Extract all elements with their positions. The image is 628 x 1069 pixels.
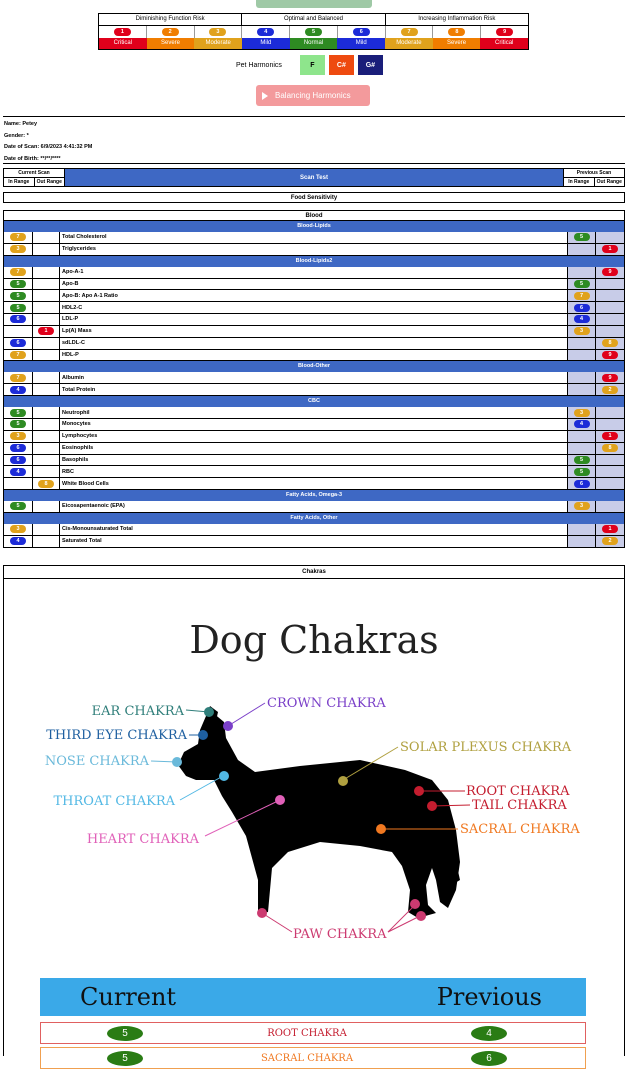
chakra-compare-row	[40, 1047, 586, 1069]
table-row	[3, 350, 625, 362]
score-badge: 3	[10, 432, 26, 440]
score-badge: 5	[10, 292, 26, 300]
previous-out-range-cell	[596, 407, 624, 418]
legend-level-cell	[338, 26, 386, 38]
legend-level-badge: 1	[114, 28, 131, 36]
ear-chakra-label: EAR CHAKRA	[91, 704, 184, 719]
previous-out-range-cell	[596, 524, 624, 535]
current-out-range-cell	[33, 244, 60, 255]
table-row	[3, 326, 625, 338]
legend-level-label: Mild	[337, 38, 385, 49]
current-in-range-cell	[4, 431, 33, 442]
previous-out-range-cell	[596, 350, 624, 361]
legend-level-label: Critical	[480, 38, 528, 49]
score-badge: 1	[38, 327, 54, 335]
root-chakra-dot	[414, 786, 424, 796]
test-name: Lp(A) Mass	[60, 326, 568, 337]
previous-in-range-cell	[568, 302, 596, 313]
score-badge: 3	[10, 525, 26, 533]
previous-out-range-cell	[596, 279, 624, 290]
test-name: White Blood Cells	[60, 478, 568, 489]
test-name: Saturated Total	[60, 536, 568, 547]
current-in-range-cell	[4, 372, 33, 383]
previous-out-range-cell	[596, 244, 624, 255]
test-name: Apo-B	[60, 279, 568, 290]
dog-chakra-diagram	[0, 680, 628, 950]
current-in-range-cell	[4, 478, 33, 489]
score-badge: 3	[10, 245, 26, 253]
score-badge: 1	[602, 432, 618, 440]
test-name: Neutrophil	[60, 407, 568, 418]
table-row	[3, 372, 625, 384]
section-header: Blood-Other	[3, 361, 625, 372]
current-in-range-cell	[4, 302, 33, 313]
legend-group-optimal: Optimal and Balanced	[242, 14, 385, 25]
balancing-harmonics-label: Balancing Harmonics	[275, 91, 351, 100]
current-score-badge: 5	[107, 1051, 143, 1066]
score-badge: 6	[10, 444, 26, 452]
score-badge: 5	[10, 502, 26, 510]
previous-out-range-cell	[596, 372, 624, 383]
current-out-range-cell	[33, 419, 60, 430]
previous-out-range-cell	[596, 384, 624, 395]
legend-level-cell	[242, 26, 290, 38]
score-badge: 5	[10, 304, 26, 312]
current-out-range-cell	[33, 326, 60, 337]
test-name: Cis-Monounsaturated Total	[60, 524, 568, 535]
paw-chakra-dot-right-upper	[410, 899, 420, 909]
legend-level-label: Normal	[290, 38, 338, 49]
score-badge: 7	[10, 374, 26, 382]
current-in-range-cell	[4, 232, 33, 243]
table-row	[3, 536, 625, 548]
current-out-range-cell	[33, 290, 60, 301]
previous-out-range-cell	[596, 431, 624, 442]
score-badge: 2	[602, 537, 618, 545]
previous-in-range-cell	[568, 419, 596, 430]
score-badge: 6	[10, 456, 26, 464]
previous-out-range-cell	[596, 290, 624, 301]
note-c-sharp-button[interactable]: C#	[329, 55, 354, 75]
legend-group-increasing: Increasing Inflammation Risk	[418, 16, 496, 22]
chakra-name: SACRAL CHAKRA	[260, 1052, 354, 1064]
legend-level-label: Moderate	[194, 38, 242, 49]
ear-chakra-dot	[204, 707, 214, 717]
third-eye-chakra-dot	[198, 730, 208, 740]
previous-in-range-cell	[568, 290, 596, 301]
play-icon	[262, 92, 268, 100]
current-in-range-cell	[4, 501, 33, 512]
current-in-range-cell	[4, 407, 33, 418]
table-row	[3, 443, 625, 455]
current-out-range-cell	[33, 455, 60, 466]
current-out-range-cell	[33, 407, 60, 418]
chakra-compare-header	[40, 978, 586, 1016]
test-name: LDL-P	[60, 314, 568, 325]
previous-in-range-cell	[568, 279, 596, 290]
table-row	[3, 455, 625, 467]
previous-in-range-cell	[568, 232, 596, 243]
previous-in-range-cell	[568, 431, 596, 442]
table-row	[3, 244, 625, 256]
test-name: Total Cholesterol	[60, 232, 568, 243]
score-badge: 4	[574, 315, 590, 323]
food-sensitivity-title: Food Sensitivity	[3, 192, 625, 203]
score-badge: 3	[574, 327, 590, 335]
test-name: HDL-P	[60, 350, 568, 361]
heart-chakra-dot	[275, 795, 285, 805]
score-badge: 1	[602, 525, 618, 533]
current-out-range-cell	[33, 350, 60, 361]
solar-plexus-chakra-dot	[338, 776, 348, 786]
previous-out-range-cell	[596, 478, 624, 489]
score-badge: 5	[574, 233, 590, 241]
current-in-range-cell	[4, 466, 33, 477]
paw-chakra-dot-left	[257, 908, 267, 918]
current-in-range-cell	[4, 326, 33, 337]
date-of-birth: Date of Birth: **/**/****	[4, 155, 61, 162]
test-name: Eicosapentaenoic (EPA)	[60, 501, 568, 512]
current-in-range-header: In Range	[4, 178, 35, 187]
score-badge: 7	[10, 268, 26, 276]
test-name: RBC	[60, 466, 568, 477]
score-badge: 4	[10, 468, 26, 476]
score-badge: 5	[10, 409, 26, 417]
patient-info	[3, 116, 625, 164]
score-badge: 5	[574, 456, 590, 464]
legend-level-label: Critical	[99, 38, 147, 49]
previous-in-range-header: In Range	[564, 178, 595, 187]
legend-level-label: Moderate	[385, 38, 433, 49]
test-name: Apo-A-1	[60, 267, 568, 278]
current-scan-header: Current Scan	[4, 169, 64, 178]
previous-out-range-cell	[596, 314, 624, 325]
current-in-range-cell	[4, 384, 33, 395]
score-badge: 5	[574, 280, 590, 288]
score-badge: 6	[10, 315, 26, 323]
current-out-range-cell	[33, 431, 60, 442]
solar-plexus-chakra-label: SOLAR PLEXUS CHAKRA	[400, 740, 572, 755]
previous-out-range-cell	[596, 501, 624, 512]
previous-in-range-cell	[568, 314, 596, 325]
previous-out-range-cell	[596, 419, 624, 430]
score-badge: 8	[602, 339, 618, 347]
previous-out-range-cell	[596, 338, 624, 349]
current-out-range-cell	[33, 384, 60, 395]
current-in-range-cell	[4, 443, 33, 454]
test-name: Albumin	[60, 372, 568, 383]
test-name: Monocytes	[60, 419, 568, 430]
score-badge: 5	[10, 280, 26, 288]
scan-results-table	[3, 168, 625, 548]
table-row	[3, 501, 625, 513]
table-row	[3, 267, 625, 279]
risk-legend	[98, 13, 529, 50]
previous-scan-header: Previous Scan	[564, 169, 624, 178]
current-out-range-cell	[33, 232, 60, 243]
previous-in-range-cell	[568, 372, 596, 383]
score-badge: 4	[10, 537, 26, 545]
previous-in-range-cell	[568, 501, 596, 512]
score-badge: 7	[10, 351, 26, 359]
legend-level-badge: 3	[209, 28, 226, 36]
current-in-range-cell	[4, 290, 33, 301]
paw-chakra-dot-right-lower	[416, 911, 426, 921]
score-badge: 5	[574, 468, 590, 476]
previous-in-range-cell	[568, 338, 596, 349]
previous-in-range-cell	[568, 524, 596, 535]
tail-chakra-label: TAIL CHAKRA	[472, 798, 567, 813]
chakra-compare-row	[40, 1022, 586, 1044]
score-badge: 6	[574, 480, 590, 488]
legend-level-cell	[147, 26, 195, 38]
nose-chakra-dot	[172, 757, 182, 767]
table-row	[3, 419, 625, 431]
score-badge: 9	[602, 351, 618, 359]
score-badge: 4	[10, 386, 26, 394]
legend-level-label: Severe	[433, 38, 481, 49]
current-out-range-cell	[33, 302, 60, 313]
table-row	[3, 279, 625, 291]
current-out-range-cell	[33, 478, 60, 489]
score-badge: 9	[602, 374, 618, 382]
score-badge: 9	[602, 268, 618, 276]
score-badge: 2	[602, 386, 618, 394]
legend-level-cell	[99, 26, 147, 38]
current-out-range-cell	[33, 443, 60, 454]
current-in-range-cell	[4, 350, 33, 361]
section-header: Fatty Acids, Other	[3, 513, 625, 524]
test-name: Total Protein	[60, 384, 568, 395]
current-in-range-cell	[4, 419, 33, 430]
current-in-range-cell	[4, 455, 33, 466]
chakras-section-title: Chakras	[3, 565, 625, 579]
previous-out-range-cell	[596, 443, 624, 454]
scan-test-header: Scan Test	[65, 169, 563, 186]
compare-current-label: Current	[80, 983, 177, 1011]
table-header	[3, 168, 625, 187]
crown-chakra-dot	[223, 721, 233, 731]
root-chakra-label: ROOT CHAKRA	[466, 784, 570, 799]
top-header-stub	[256, 0, 372, 8]
current-out-range-cell	[33, 314, 60, 325]
compare-previous-label: Previous	[436, 983, 542, 1011]
test-name: Lymphocytes	[60, 431, 568, 442]
previous-in-range-cell	[568, 443, 596, 454]
score-badge: 5	[10, 420, 26, 428]
section-header: Blood-Lipids2	[3, 256, 625, 267]
previous-out-range-header: Out Range	[596, 179, 622, 185]
heart-chakra-label: HEART CHAKRA	[86, 832, 199, 847]
previous-in-range-cell	[568, 455, 596, 466]
blood-title: Blood	[3, 210, 625, 221]
legend-level-badge: 8	[448, 28, 465, 36]
previous-in-range-cell	[568, 466, 596, 477]
pet-harmonics	[236, 55, 387, 75]
previous-score-badge: 4	[471, 1026, 507, 1041]
legend-level-badge: 9	[496, 28, 513, 36]
test-name: sdLDL-C	[60, 338, 568, 349]
note-f-button[interactable]: F	[300, 55, 325, 75]
legend-group-diminishing: Diminishing Function Risk	[99, 14, 242, 25]
current-out-range-cell	[33, 524, 60, 535]
previous-out-range-cell	[596, 326, 624, 337]
balancing-harmonics-button[interactable]	[256, 85, 370, 106]
legend-level-label: Mild	[242, 38, 290, 49]
table-row	[3, 466, 625, 478]
table-row	[3, 338, 625, 350]
score-badge: 8	[38, 480, 54, 488]
current-in-range-cell	[4, 267, 33, 278]
tail-chakra-dot	[427, 801, 437, 811]
nose-chakra-label: NOSE CHAKRA	[44, 754, 149, 769]
paw-chakra-label: PAW CHAKRA	[293, 927, 387, 942]
test-name: HDL2-C	[60, 302, 568, 313]
test-name: Eosinophils	[60, 443, 568, 454]
table-row	[3, 524, 625, 536]
score-badge: 1	[602, 245, 618, 253]
current-out-range-cell	[33, 536, 60, 547]
score-badge: 7	[10, 233, 26, 241]
previous-in-range-cell	[568, 478, 596, 489]
sacral-chakra-dot	[376, 824, 386, 834]
previous-out-range-cell	[596, 302, 624, 313]
previous-out-range-cell	[596, 267, 624, 278]
current-in-range-cell	[4, 279, 33, 290]
table-row	[3, 431, 625, 443]
current-in-range-cell	[4, 524, 33, 535]
chakra-name: ROOT CHAKRA	[267, 1027, 347, 1039]
legend-level-cell	[481, 26, 528, 38]
legend-level-cell	[195, 26, 243, 38]
crown-chakra-label: CROWN CHAKRA	[267, 696, 386, 711]
current-out-range-cell	[33, 279, 60, 290]
current-in-range-cell	[4, 338, 33, 349]
dog-chakras-heading: Dog Chakras	[189, 618, 439, 662]
test-name: Basophils	[60, 455, 568, 466]
third-eye-chakra-label: THIRD EYE CHAKRA	[46, 728, 187, 743]
table-row	[3, 407, 625, 419]
table-row	[3, 478, 625, 490]
current-in-range-cell	[4, 244, 33, 255]
note-g-sharp-button[interactable]: G#	[358, 55, 383, 75]
table-row	[3, 232, 625, 244]
pet-harmonics-label: Pet Harmonics	[236, 61, 282, 69]
legend-level-badge: 4	[257, 28, 274, 36]
legend-level-cell	[290, 26, 338, 38]
previous-in-range-cell	[568, 350, 596, 361]
previous-in-range-cell	[568, 407, 596, 418]
patient-name: Name: Petey	[4, 121, 38, 127]
scan-date: Date of Scan: 6/9/2023 4:41:32 PM	[4, 144, 93, 150]
legend-level-label: Severe	[147, 38, 195, 49]
current-in-range-cell	[4, 314, 33, 325]
previous-in-range-cell	[568, 326, 596, 337]
score-badge: 4	[574, 420, 590, 428]
previous-in-range-cell	[568, 536, 596, 547]
section-header: Blood-Lipids	[3, 221, 625, 232]
table-row	[3, 314, 625, 326]
score-badge: 3	[574, 502, 590, 510]
test-name: Triglycerides	[60, 244, 568, 255]
current-out-range-cell	[33, 338, 60, 349]
sacral-chakra-label: SACRAL CHAKRA	[460, 822, 580, 837]
throat-chakra-dot	[219, 771, 229, 781]
throat-chakra-label: THROAT CHAKRA	[53, 794, 175, 809]
previous-out-range-cell	[596, 466, 624, 477]
previous-score-badge: 6	[471, 1051, 507, 1066]
section-header: CBC	[3, 396, 625, 407]
table-row	[3, 384, 625, 396]
current-in-range-cell	[4, 536, 33, 547]
previous-out-range-cell	[596, 455, 624, 466]
score-badge: 8	[602, 444, 618, 452]
previous-in-range-cell	[568, 244, 596, 255]
current-out-range-header: Out Range	[36, 179, 62, 185]
section-header: Fatty Acids, Omega-3	[3, 490, 625, 501]
score-badge: 7	[574, 292, 590, 300]
legend-level-badge: 6	[353, 28, 370, 36]
current-out-range-cell	[33, 501, 60, 512]
legend-level-cell	[386, 26, 434, 38]
legend-level-badge: 5	[305, 28, 322, 36]
legend-level-badge: 2	[162, 28, 179, 36]
previous-out-range-cell	[596, 232, 624, 243]
score-badge: 6	[574, 304, 590, 312]
table-row	[3, 302, 625, 314]
previous-out-range-cell	[596, 536, 624, 547]
score-badge: 6	[10, 339, 26, 347]
current-out-range-cell	[33, 466, 60, 477]
score-badge: 3	[574, 409, 590, 417]
current-score-badge: 5	[107, 1026, 143, 1041]
current-out-range-cell	[33, 267, 60, 278]
previous-in-range-cell	[568, 384, 596, 395]
test-name: Apo-B: Apo A-1 Ratio	[60, 290, 568, 301]
previous-in-range-cell	[568, 267, 596, 278]
patient-gender: Gender: *	[4, 132, 29, 139]
current-out-range-cell	[33, 372, 60, 383]
table-row	[3, 290, 625, 302]
legend-level-cell	[433, 26, 481, 38]
legend-level-badge: 7	[401, 28, 418, 36]
